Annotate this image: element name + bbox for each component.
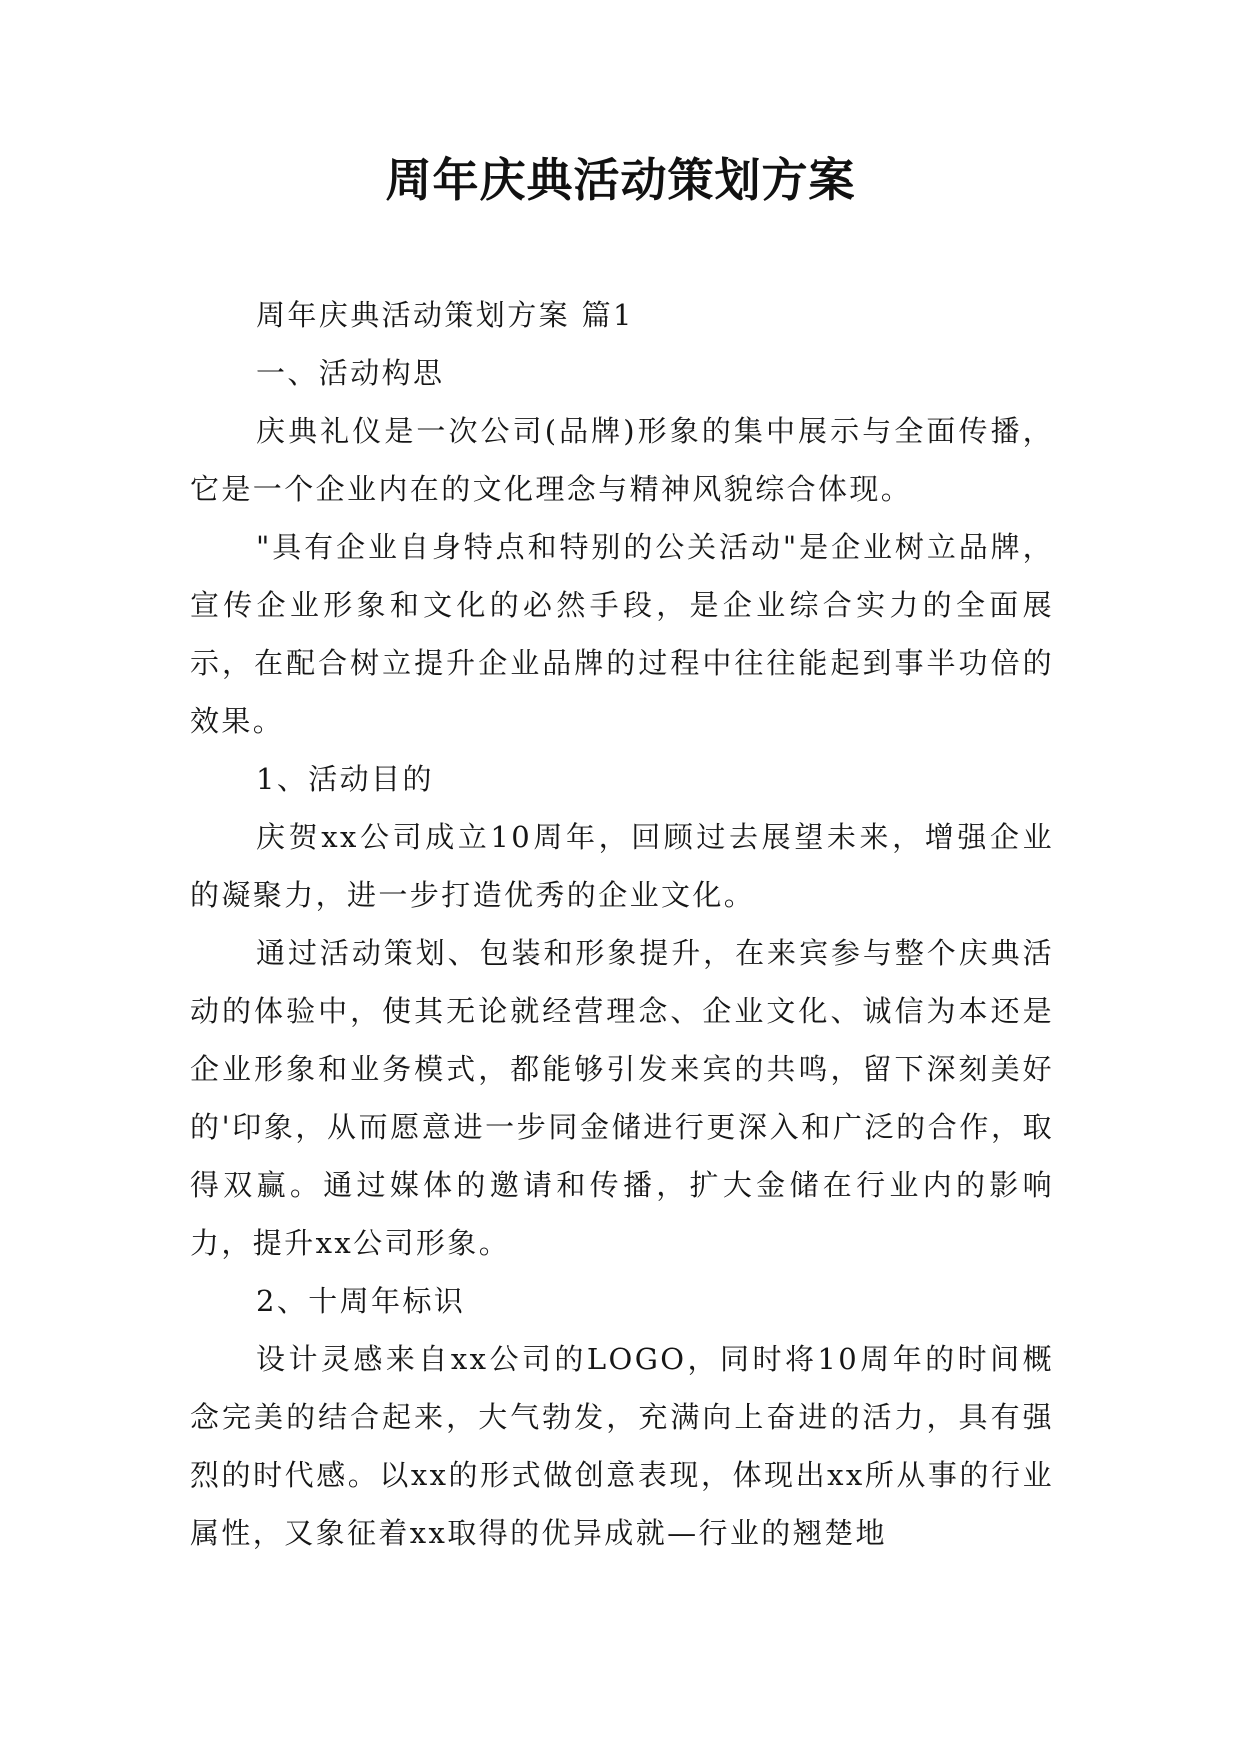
body-paragraph: 庆典礼仪是一次公司(品牌)形象的集中展示与全面传播，它是一个企业内在的文化理念与精神风貌综合体现。 — [190, 414, 1054, 506]
body-paragraph: 通过活动策划、包装和形象提升，在来宾参与整个庆典活动的体验中，使其无论就经营理念、企业文化、诚信为本还是企业形象和业务模式，都能够引发来宾的共鸣，留下深刻美好的'印象，从而愿意进一步同金储进行更深入和广泛的合作，取得双赢。通过媒体的邀请和传播，扩大金储在行业内的影响力，提升xx公司形象。 — [190, 936, 1054, 1260]
body-paragraph: "具有企业自身特点和特别的公关活动"是企业树立品牌，宣传企业形象和文化的必然手段，是企业综合实力的全面展示，在配合树立提升企业品牌的过程中往往能起到事半功倍的效果。 — [190, 530, 1054, 738]
subsection-heading: 1、活动目的 — [256, 762, 434, 796]
document-body — [190, 286, 1054, 1562]
body-paragraph: 庆贺xx公司成立10周年，回顾过去展望未来，增强企业的凝聚力，进一步打造优秀的企业文化。 — [190, 820, 1054, 912]
subsection-heading: 2、十周年标识 — [256, 1284, 466, 1318]
document-title: 周年庆典活动策划方案 — [385, 153, 856, 207]
body-paragraph: 设计灵感来自xx公司的LOGO，同时将10周年的时间概念完美的结合起来，大气勃发，充满向上奋进的活力，具有强烈的时代感。以xx的形式做创意表现，体现出xx所从事的行业属性，又象征着xx取得的优异成就—行业的翘楚地 — [190, 1342, 1054, 1550]
section-heading: 周年庆典活动策划方案 篇1 — [256, 298, 634, 332]
subsection-heading: 一、活动构思 — [256, 356, 445, 390]
